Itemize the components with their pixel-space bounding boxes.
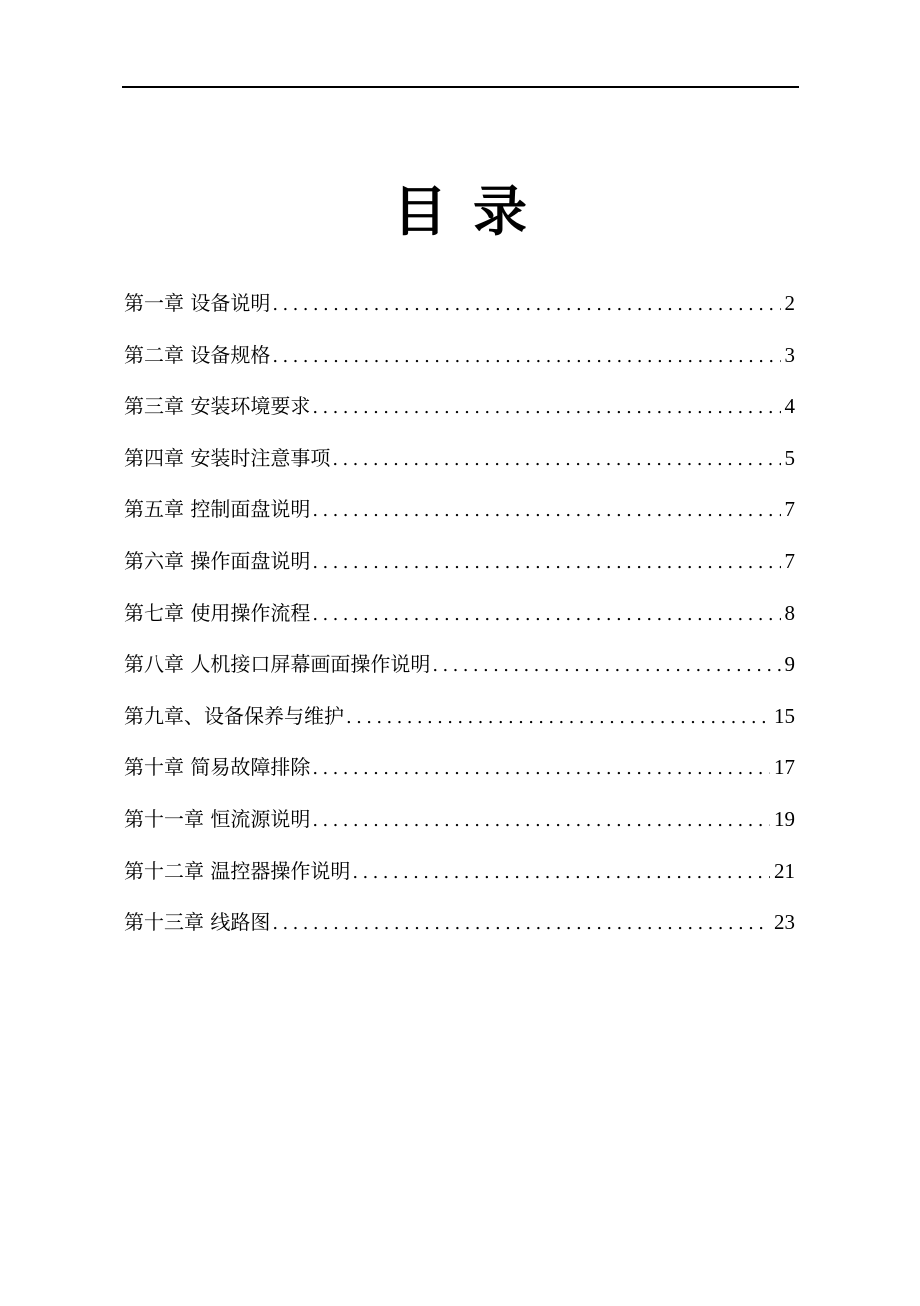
toc-entry-ch9[interactable] <box>124 695 795 747</box>
toc-entry-label: 第十二章 温控器操作说明 <box>124 858 351 883</box>
toc-dot-leader <box>346 697 770 739</box>
toc-entry-page: 17 <box>774 755 795 780</box>
header-rule <box>122 86 799 88</box>
toc-entry-label: 第八章 人机接口屏幕画面操作说明 <box>124 652 431 677</box>
toc-entry-label: 第十一章 恒流源说明 <box>124 806 311 831</box>
title-char-2: 录 <box>473 180 527 244</box>
toc-entry-ch1[interactable] <box>124 282 795 334</box>
toc-entry-ch5[interactable] <box>124 488 795 540</box>
toc-entry-page: 9 <box>784 652 795 677</box>
toc-dot-leader <box>352 852 770 894</box>
toc-entry-label: 第五章 控制面盘说明 <box>124 497 311 522</box>
toc-entry-label: 第九章、设备保养与维护 <box>124 703 344 728</box>
toc-dot-leader <box>312 542 780 584</box>
toc-entry-label: 第四章 安装时注意事项 <box>124 445 331 470</box>
toc-entry-page: 21 <box>774 858 795 883</box>
page-title <box>0 174 920 250</box>
toc-dot-leader <box>272 284 780 326</box>
toc-entry-ch13[interactable] <box>124 901 795 953</box>
toc-dot-leader <box>432 645 780 687</box>
toc-dot-leader <box>312 490 780 532</box>
toc-entry-label: 第十三章 线路图 <box>124 910 271 935</box>
toc-entry-page: 23 <box>774 910 795 935</box>
toc-entry-ch2[interactable] <box>124 334 795 386</box>
toc-entry-page: 5 <box>784 445 795 470</box>
toc-entry-label: 第三章 安装环境要求 <box>124 394 311 419</box>
toc-entry-label: 第一章 设备说明 <box>124 291 271 315</box>
toc-entry-ch6[interactable] <box>124 540 795 592</box>
title-char-1: 目 <box>393 180 447 244</box>
toc-entry-label: 第六章 操作面盘说明 <box>124 548 311 573</box>
toc-entry-label: 第十章 简易故障排除 <box>124 755 311 780</box>
toc-entry-page: 15 <box>774 703 795 728</box>
toc-dot-leader <box>312 594 780 636</box>
toc-entry-label: 第七章 使用操作流程 <box>124 600 311 625</box>
toc-entry-ch12[interactable] <box>124 850 795 902</box>
toc-dot-leader <box>312 387 780 429</box>
toc-entry-page: 2 <box>784 291 795 315</box>
toc-entry-ch7[interactable] <box>124 592 795 644</box>
toc-entry-label: 第二章 设备规格 <box>124 342 271 367</box>
toc-entry-page: 7 <box>784 548 795 573</box>
toc-entry-ch3[interactable] <box>124 385 795 437</box>
toc-entry-ch11[interactable] <box>124 798 795 850</box>
toc-entry-page: 3 <box>784 342 795 367</box>
toc-entry-page: 8 <box>784 600 795 625</box>
toc-dot-leader <box>312 748 770 790</box>
toc-entry-page: 19 <box>774 806 795 831</box>
toc-dot-leader <box>312 800 770 842</box>
toc-entry-page: 7 <box>784 497 795 522</box>
toc-entry-ch10[interactable] <box>124 746 795 798</box>
toc-dot-leader <box>272 336 780 378</box>
toc-list <box>124 282 795 953</box>
toc-entry-ch8[interactable] <box>124 643 795 695</box>
toc-entry-page: 4 <box>784 394 795 419</box>
toc-entry-ch4[interactable] <box>124 437 795 489</box>
toc-dot-leader <box>272 903 770 945</box>
toc-dot-leader <box>332 439 780 481</box>
